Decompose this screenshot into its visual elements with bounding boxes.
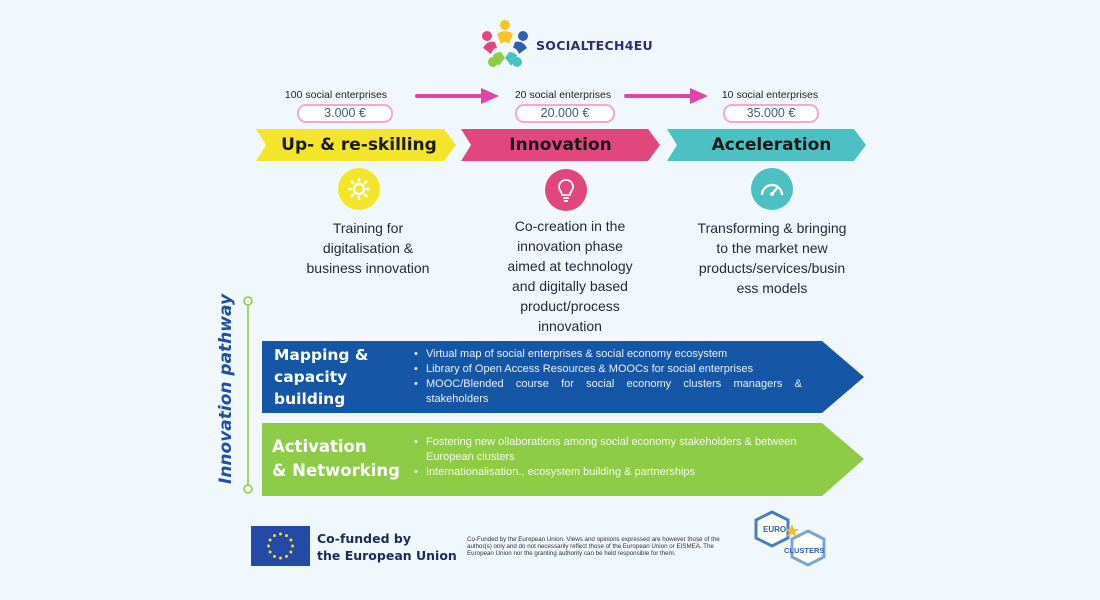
band-activation-bullets [412,435,807,480]
speedometer-icon [751,168,793,210]
list-item: • Library of Open Access Resources & MOOCs for social enterprises [412,362,802,377]
gear-icon [338,168,380,210]
stage-2-label: Innovation [509,135,612,155]
stage-1-label: Up- & re-skilling [281,135,437,155]
stage-3-count: 10 social enterprises [721,89,819,101]
socialtech-logo-icon [477,18,533,72]
stage-2-chevron [461,129,660,161]
band-activation-title: Activation & Networking [272,437,400,480]
list-item: • Internationalisation., ecosystem building & partnerships [412,465,807,480]
pathway-line [241,295,255,495]
euroclusters-top: EURO [763,525,787,534]
stage-1-description: Training for digitalisation & business innovation [306,220,430,276]
disclaimer: Co-Funded by the European Union. Views and opinions expressed are however those of the author(s) only and do not necessarily reflect those of the European Union or EISMEA. The European Union nor the granting authority can be held responsible for them. [467,536,720,557]
euroclusters-logo [752,509,832,575]
brand-logo [477,18,654,72]
eu-stars-icon [251,526,310,566]
stage-3-label: Acceleration [711,135,832,155]
band-mapping-title: Mapping & capacity building [274,346,369,408]
arrow-right-icon [413,86,503,106]
stage-1-count: 100 social enterprises [284,89,388,101]
arrow-right-icon [622,86,712,106]
stage-2-description: Co-creation in the innovation phase aimed at technology and digitally based product/process innovation [507,218,633,334]
euroclusters-bottom: CLUSTERS [784,546,825,555]
stage-3-amount: 35.000 € [723,104,819,123]
brand-name: SOCIALTECH4EU [536,38,654,53]
euroclusters-hexagon-icon [752,509,832,575]
stage-3-description: Transforming & bringing to the market new products/services/busin ess models [697,220,847,296]
stage-3-chevron [667,129,866,161]
eu-flag [251,526,310,566]
list-item: • Virtual map of social enterprises & social economy ecosystem [412,347,802,362]
stage-2-amount: 20.000 € [515,104,615,123]
band-mapping-bullets [412,347,802,407]
stage-2-count: 20 social enterprises [514,89,612,101]
list-item: • Fostering new ollaborations among social economy stakeholders & between European clusters [412,435,807,465]
lightbulb-icon [545,169,587,211]
stage-1-chevron [256,129,456,161]
stage-1-amount: 3.000 € [297,104,393,123]
pathway-label: Innovation pathway [216,293,236,484]
band-activation [262,423,864,496]
band-mapping [262,341,864,413]
eu-cofunded-text: Co-funded by the European Union [317,531,457,563]
list-item: • MOOC/Blended course for social economy clusters managers & stakeholders [412,377,802,407]
